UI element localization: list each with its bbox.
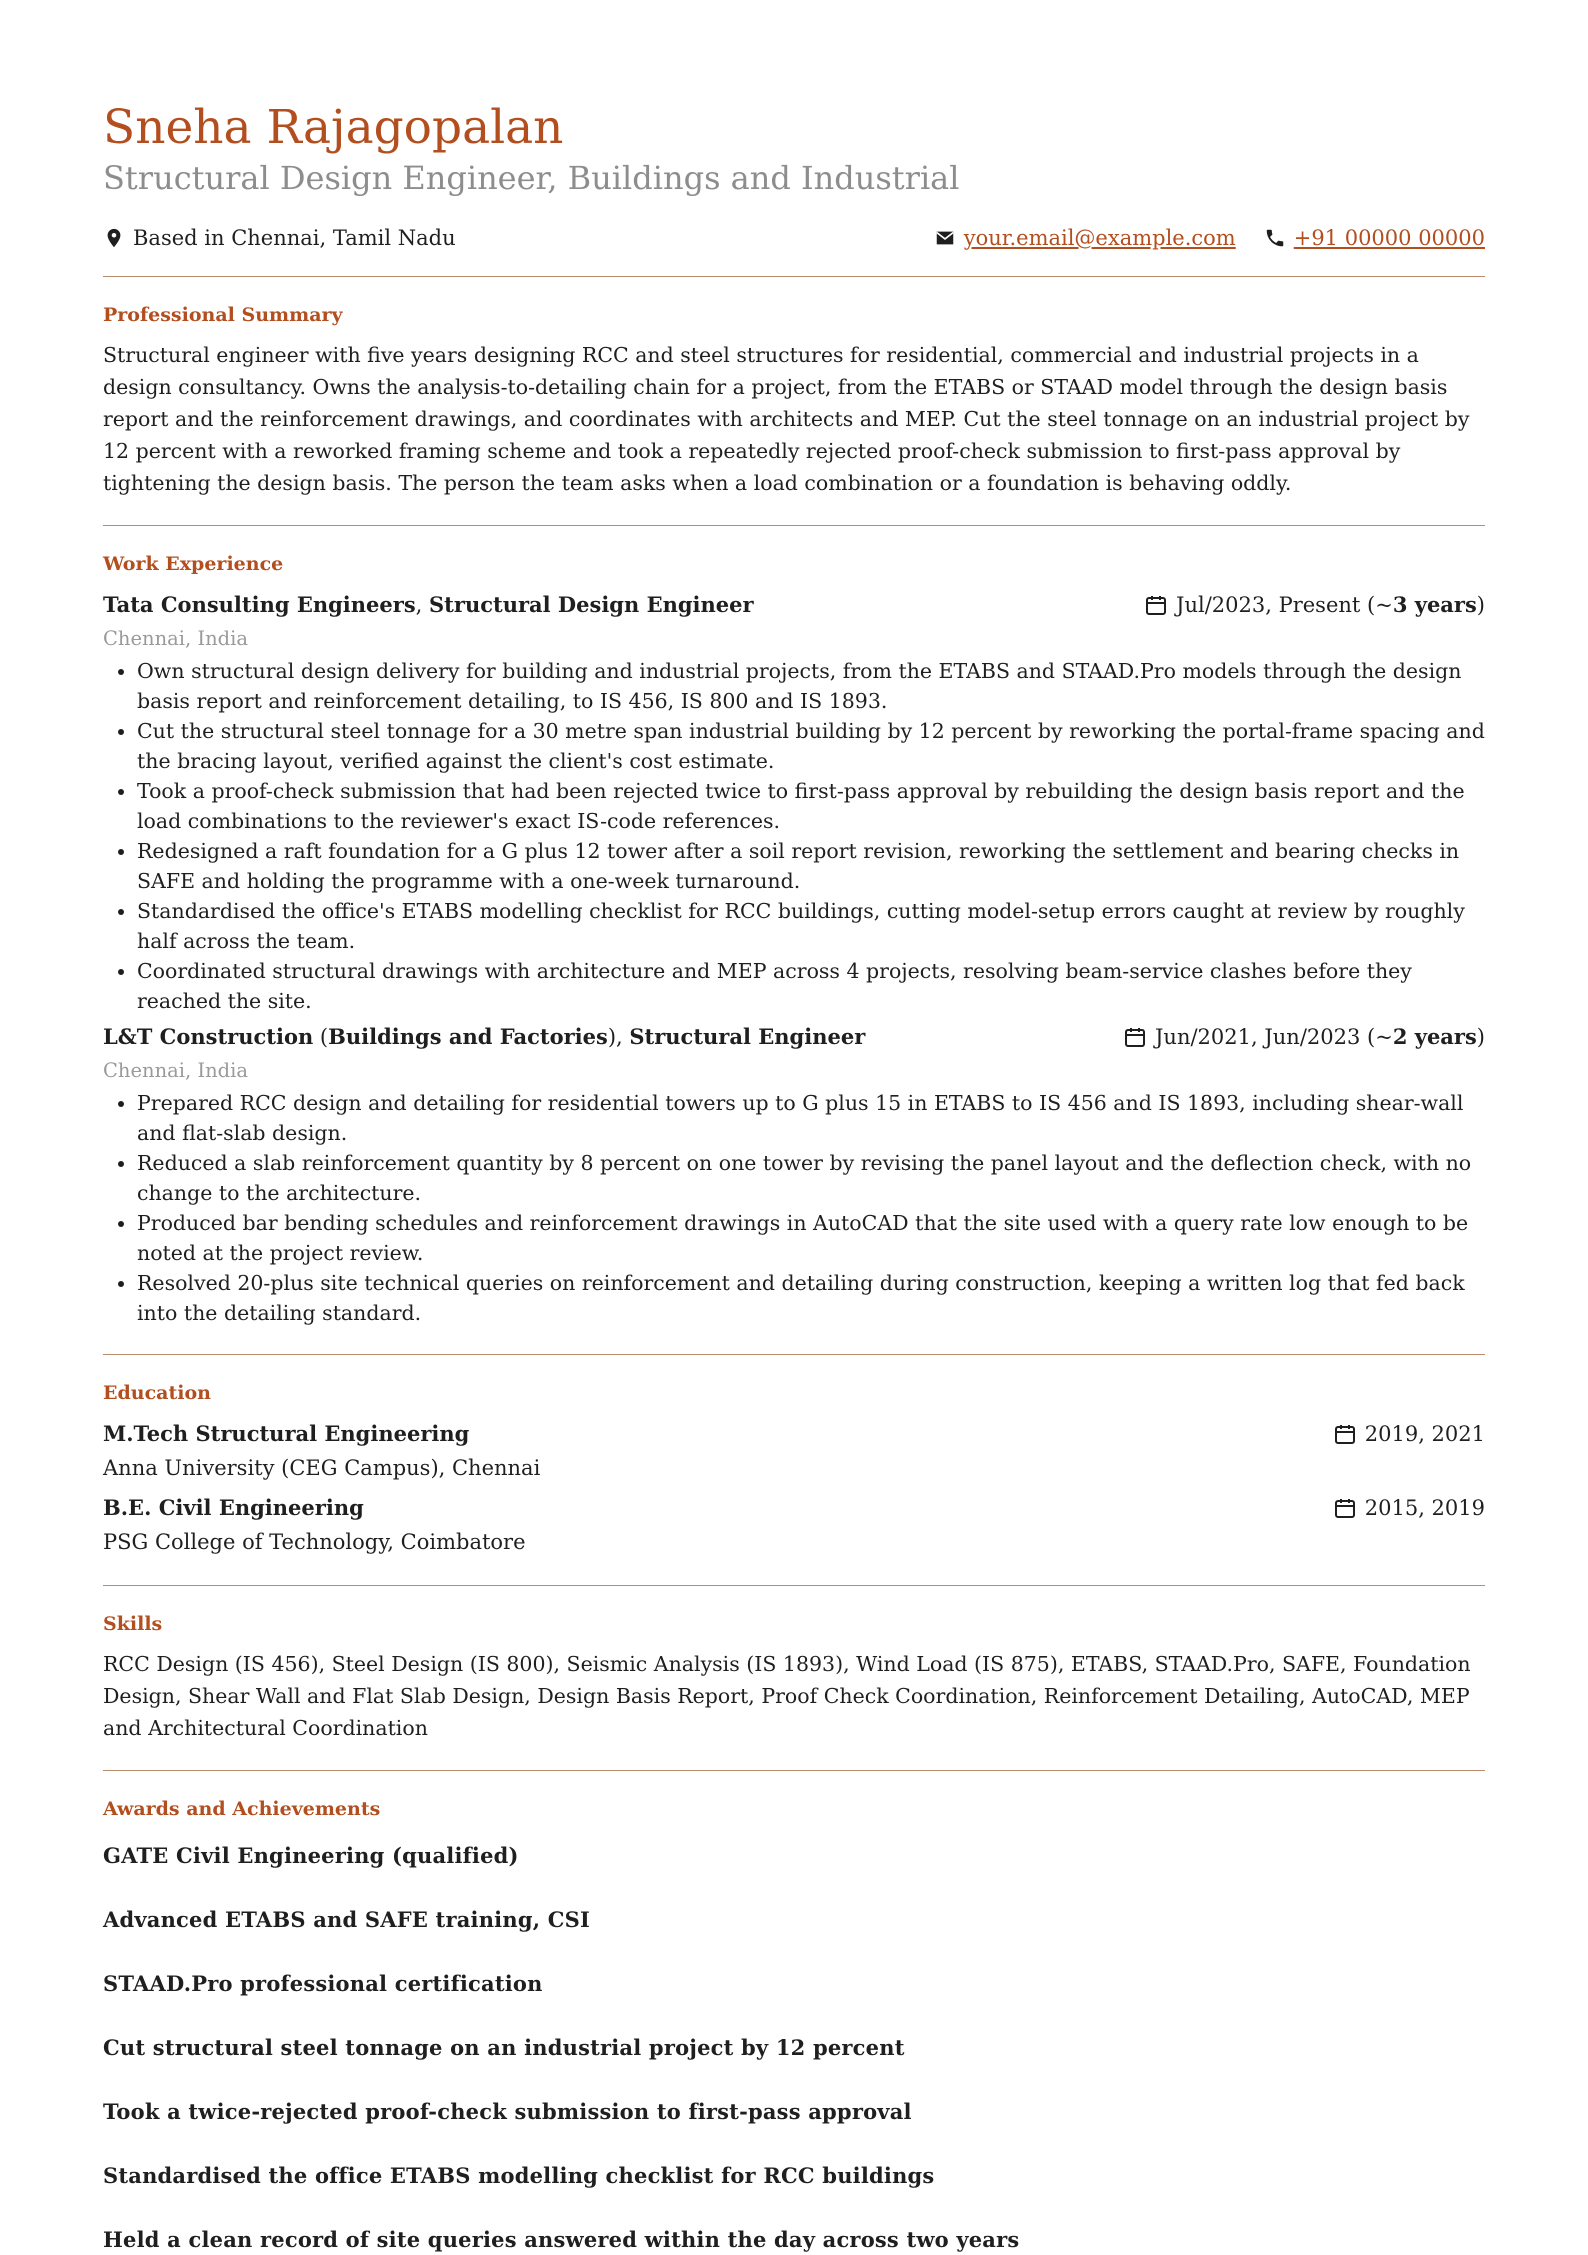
section-heading-education: Education [103, 1382, 211, 1404]
candidate-title: Structural Design Engineer, Buildings and Industrial [103, 159, 960, 197]
paren-close: ), [607, 1025, 630, 1049]
job-location: Chennai, India [103, 627, 249, 650]
location-text: Based in Chennai, Tamil Nadu [133, 226, 456, 250]
contact-links [934, 226, 1485, 250]
date-range: 2015, 2019 [1364, 1496, 1485, 1520]
phone-link[interactable]: +91 00000 00000 [1293, 226, 1485, 250]
summary-text: Structural engineer with five years designing RCC and steel structures for residential, commercial and industrial projects in a design consultancy. Owns the analysis-to-detailing chain for a project, from the ETABS or STAAD model through the design basis report and the reinforcement drawings, and coordinates with architects and MEP. Cut the steel tonnage on an industrial project by 12 percent with a reworked framing scheme and took a repeatedly rejected proof-check submission to first-pass approval by tightening the design basis. The person the team asks when a load combination or a foundation is behaving oddly. [103, 343, 1470, 495]
paren-open: ( [313, 1025, 329, 1049]
awards-section [103, 1771, 1485, 2255]
job-title-line [103, 1020, 865, 1054]
list-item: • Standardised the office's ETABS modelling checklist for RCC buildings, cutting model-setup errors caught at review by roughly half across the team. [137, 896, 1485, 956]
title-separator: , [415, 593, 430, 617]
list-item: • Prepared RCC design and detailing for residential towers up to G plus 15 in ETABS to IS 456 and IS 1893, including shear-wall and flat-slab design. [137, 1088, 1485, 1148]
school-name: PSG College of Technology, Coimbatore [103, 1530, 526, 1554]
map-pin-icon [103, 227, 125, 249]
award-item: Held a clean record of site queries answered within the day across two years [103, 2227, 1020, 2252]
company-name: Tata Consulting Engineers [103, 592, 416, 617]
list-item: • Own structural design delivery for building and industrial projects, from the ETABS and STAAD.Pro models through the design basis report and reinforcement detailing, to IS 456, IS 800 and IS 1893. [137, 656, 1485, 716]
job-location: Chennai, India [103, 1059, 249, 1082]
date-close: ) [1476, 593, 1485, 617]
job-header [103, 588, 1485, 622]
list-item: • Cut the structural steel tonnage for a 30 metre span industrial building by 12 percent by reworking the portal-frame spacing and the bracing layout, verified against the client's cost estimate. [137, 716, 1485, 776]
date-range: Jun/2021, Jun/2023 (~ [1155, 1025, 1393, 1049]
education-entry [103, 1417, 1485, 1485]
list-item: • Resolved 20-plus site technical queries on reinforcement and detailing during construction, keeping a written log that fed back into the detailing standard. [137, 1268, 1485, 1328]
calendar-icon [1333, 1422, 1357, 1446]
email-link[interactable]: your.email@example.com [963, 226, 1236, 250]
education-dates [1333, 1491, 1485, 1525]
degree-name: M.Tech Structural Engineering [103, 1421, 470, 1446]
skills-section [103, 1586, 1485, 1744]
degree-name: B.E. Civil Engineering [103, 1495, 364, 1520]
list-item: • Took a proof-check submission that had been rejected twice to first-pass approval by rebuilding the design basis report and the load combinations to the reviewer's exact IS-code references. [137, 776, 1485, 836]
education-section [103, 1355, 1485, 1585]
award-item: Standardised the office ETABS modelling checklist for RCC buildings [103, 2163, 935, 2188]
job-header [103, 1020, 1485, 1054]
award-item: GATE Civil Engineering (qualified) [103, 1843, 519, 1868]
summary-section [103, 277, 1485, 499]
calendar-icon [1144, 593, 1168, 617]
award-item: Took a twice-rejected proof-check submission to first-pass approval [103, 2099, 912, 2124]
award-item: Cut structural steel tonnage on an industrial project by 12 percent [103, 2035, 905, 2060]
calendar-icon [1123, 1025, 1147, 1049]
section-heading-skills: Skills [103, 1613, 163, 1635]
award-item: STAAD.Pro professional certification [103, 1971, 543, 1996]
education-dates [1333, 1417, 1485, 1451]
location-block [103, 226, 456, 250]
company-division: Buildings and Factories [328, 1024, 608, 1049]
job-bullets [103, 1088, 1485, 1328]
education-header [103, 1417, 1485, 1451]
school-name: Anna University (CEG Campus), Chennai [103, 1456, 541, 1480]
job-entry [103, 1020, 1485, 1328]
list-item: • Redesigned a raft foundation for a G plus 12 tower after a soil report revision, reworking the settlement and bearing checks in SAFE and holding the programme with a one-week turnaround. [137, 836, 1485, 896]
email-item [934, 226, 1236, 250]
job-bullets [103, 656, 1485, 1016]
skills-text: RCC Design (IS 456), Steel Design (IS 800), Seismic Analysis (IS 1893), Wind Load (IS 875), ETABS, STAAD.Pro, SAFE, Foundation Design, Shear Wall and Flat Slab Design, Design Basis Report, Proof Check Coordination, Reinforcement Detailing, AutoCAD, MEP and Architectural Coordination [103, 1652, 1471, 1740]
job-title-line [103, 588, 754, 622]
education-entry [103, 1491, 1485, 1559]
list-item: • Coordinated structural drawings with architecture and MEP across 4 projects, resolving beam-service clashes before they reached the site. [137, 956, 1485, 1016]
company-name: L&T Construction [103, 1024, 314, 1049]
duration: 2 years [1392, 1024, 1477, 1049]
phone-item [1264, 226, 1485, 250]
job-entry [103, 588, 1485, 1016]
date-range: Jul/2023, Present (~ [1176, 593, 1393, 617]
duration: 3 years [1392, 592, 1477, 617]
section-heading-summary: Professional Summary [103, 304, 343, 326]
calendar-icon [1333, 1496, 1357, 1520]
job-dates [1123, 1020, 1485, 1054]
contact-row [103, 222, 1485, 254]
experience-section [103, 526, 1485, 1354]
date-range: 2019, 2021 [1364, 1422, 1485, 1446]
candidate-name: Sneha Rajagopalan [103, 100, 564, 155]
date-close: ) [1476, 1025, 1485, 1049]
education-header [103, 1491, 1485, 1525]
list-item: • Reduced a slab reinforcement quantity by 8 percent on one tower by revising the panel layout and the deflection check, with no change to the architecture. [137, 1148, 1485, 1208]
list-item: • Produced bar bending schedules and reinforcement drawings in AutoCAD that the site used with a query rate low enough to be noted at the project review. [137, 1208, 1485, 1268]
envelope-icon [934, 227, 956, 249]
phone-icon [1264, 227, 1286, 249]
job-role: Structural Design Engineer [429, 592, 754, 617]
section-heading-awards: Awards and Achievements [103, 1798, 381, 1820]
award-item: Advanced ETABS and SAFE training, CSI [103, 1907, 591, 1932]
section-heading-experience: Work Experience [103, 553, 284, 575]
job-role: Structural Engineer [629, 1024, 866, 1049]
job-dates [1144, 588, 1485, 622]
